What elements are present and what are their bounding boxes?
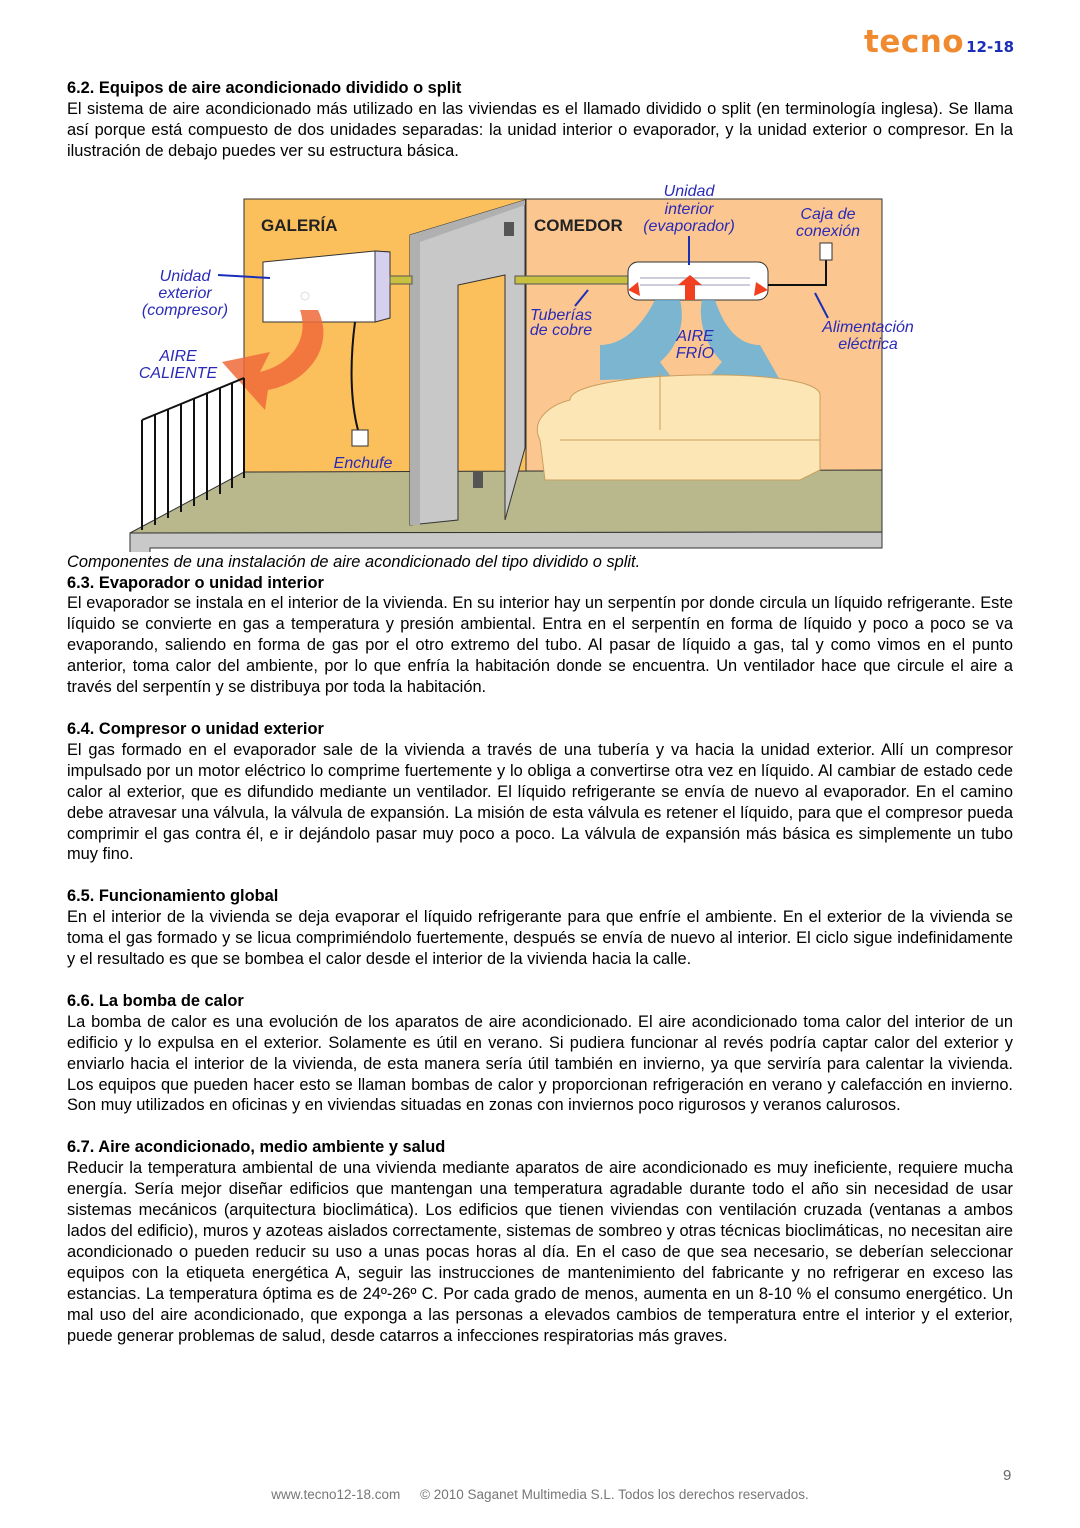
logo-subtext: 12-18 (966, 38, 1015, 56)
section-6-6 (67, 991, 1013, 1116)
label-tuberias: de cobre (529, 321, 593, 339)
fan-icon (301, 292, 309, 300)
label-caja-conexion: conexión (795, 222, 861, 240)
section-title: 6.5. Funcionamiento global (67, 887, 279, 906)
label-unidad-exterior: (compresor) (141, 301, 229, 319)
label-unidad-interior: interior (664, 200, 714, 218)
figure-caption: Componentes de una instalación de aire acondicionado del tipo dividido o split. (67, 552, 641, 571)
footer (0, 1487, 1080, 1502)
vent-grille-bottom (473, 472, 483, 488)
label-aire-frio: FRÍO (675, 344, 715, 362)
section-title: 6.2. Equipos de aire acondicionado dividido o split (67, 79, 462, 97)
footer-url[interactable]: www.tecno12-18.com (271, 1487, 401, 1502)
section-title: 6.6. La bomba de calor (67, 991, 244, 1010)
label-aire-caliente: AIRE (159, 347, 197, 365)
label-comedor: COMEDOR (534, 215, 623, 235)
section-6-2 (67, 78, 1013, 162)
document-content (67, 78, 1013, 1367)
logo-text: tecno (864, 24, 965, 60)
sofa (537, 374, 820, 479)
section-6-7 (67, 1137, 1013, 1346)
page-number: 9 (1003, 1467, 1012, 1484)
illustration-svg (67, 162, 1013, 552)
section-6-5 (67, 886, 1013, 970)
label-aire-frio: AIRE (676, 327, 714, 345)
section-title: 6.4. Compresor o unidad exterior (67, 719, 324, 738)
label-unidad-exterior: exterior (158, 284, 212, 302)
floor-slab (130, 532, 882, 552)
vent-grille-top (504, 222, 514, 236)
label-caja-conexion: Caja de (800, 205, 856, 223)
indoor-unit (628, 262, 768, 300)
label-unidad-exterior: Unidad (159, 267, 211, 285)
outdoor-unit (263, 251, 390, 322)
junction-box (820, 243, 832, 260)
pipe-indoor (515, 276, 630, 284)
section-title: 6.7. Aire acondicionado, medio ambiente y salud (67, 1138, 446, 1157)
split-ac-illustration (67, 162, 1013, 552)
label-tuberias: Tuberías (530, 306, 592, 324)
label-aire-caliente: CALIENTE (138, 364, 218, 382)
label-alimentacion: eléctrica (838, 335, 898, 353)
section-6-3 (67, 573, 1013, 698)
section-body: La bomba de calor es una evolución de los aparatos de aire acondicionado. El aire acondicionado toma calor del interior de un edificio y lo expulsa en el exterior. Solamente es útil en verano. Si pudiera funcionar al revés podría captar calor del exterior y enviarlo hacia el interior de la vivienda, de esta manera sería útil también en invierno, ya que serviría para calentar la vivienda. Los equipos que pueden hacer esto se llaman bombas de calor y proporcionan refrigeración en verano y calefacción en invierno. Son muy utilizados en oficinas y en viviendas situadas en zonas con inviernos poco rigurosos y veranos calurosos. (67, 1012, 1013, 1115)
label-alimentacion: Alimentación (822, 318, 914, 336)
section-body: El gas formado en el evaporador sale de la vivienda a través de una tubería y va hacia la unidad exterior. Allí un compresor impulsado por un motor eléctrico lo comprime fuertemente y lo obliga a convertirse otra vez en líquido. Al cambiar de estado cede calor al exterior, que es difundido mediante un ventilador. El líquido refrigerante se envía de nuevo al evaporador. En el camino debe atravesar una válvula, la válvula de expansión. La misión de esta válvula es retener el líquido, para que el compresor pueda comprimir el gas contra él, e ir dejándolo pasar muy poco a poco. La válvula de expansión más básica es simplemente un tubo muy fino. (67, 740, 1013, 864)
pipe-outdoor (390, 276, 412, 284)
outdoor-unit-side (375, 251, 390, 322)
footer-copyright: © 2010 Saganet Multimedia S.L. Todos los derechos reservados. (420, 1487, 809, 1502)
tecno-logo (864, 24, 1014, 60)
section-body: El sistema de aire acondicionado más utilizado en las viviendas es el llamado dividido o split (en terminología inglesa). Se llama así porque está compuesto de dos unidades separadas: la unidad interior o evaporador, y la unidad exterior o compresor. En la ilustración de debajo puedes ver su estructura básica. (67, 99, 1013, 160)
section-body: En el interior de la vivienda se deja evaporar el líquido refrigerante para que enfríe el ambiente. En el exterior de la vivienda se toma el gas formado y se licua comprimiéndolo fuertemente, después se envía de nuevo al interior. El ciclo sigue indefinidamente y el resultado es que se bombea el calor desde el interior de la vivienda hacia la calle. (67, 908, 1013, 969)
label-unidad-interior: (evaporador) (643, 217, 735, 235)
label-galeria: GALERÍA (261, 215, 338, 235)
label-enchufe: Enchufe (333, 454, 393, 472)
section-body: El evaporador se instala en el interior de la vivienda. En su interior hay un serpentín por donde circula un líquido refrigerante. Este líquido se convierte en gas a temperatura y presión ambiental. Entra en el serpentín en forma de líquido y poco a poco se va evaporando, saliendo en forma de gas por el otro extremo del tubo. Al pasar de líquido a gas, tal y como vimos en el punto anterior, toma calor del ambiente, por lo que enfría la habitación donde se encuentra. Un ventilador hace que circule el aire a través del serpentín y se distribuya por toda la habitación. (67, 594, 1013, 697)
section-title: 6.3. Evaporador o unidad interior (67, 573, 324, 592)
section-body: Reducir la temperatura ambiental de una vivienda mediante aparatos de aire acondicionado es muy ineficiente, requiere mucha energía. Sería mejor diseñar edificios que mantengan una temperatura agradable durante todo el año sin necesidad de usar sistemas mecánicos (arquitectura bioclimática). Los edificios que tienen viviendas con ventilación cruzada (ventanas a ambos lados del edificio), muros y azoteas aislados correctamente, sistemas de sombreo y otras técnicas bioclimáticas, no necesitan aire acondicionado o pueden reducir su uso a unas pocas horas al día. En el caso de que sea necesario, se deberían seleccionar equipos con la etiqueta energética A, seguir las instrucciones de mantenimiento del fabricante y no refrigerar en exceso las estancias. La temperatura óptima es de 24º-26º C. Por cada grado de menos, aumenta en un 8-10 % el consumo energético. Un mal uso del aire acondicionado, que exponga a las personas a elevados cambios de temperatura entre el interior y el exterior, puede generar problemas de salud, desde catarros a infecciones respiratorias más graves. (67, 1159, 1013, 1345)
section-6-4 (67, 719, 1013, 865)
plug-socket-icon (352, 430, 368, 446)
label-unidad-interior: Unidad (663, 182, 715, 200)
